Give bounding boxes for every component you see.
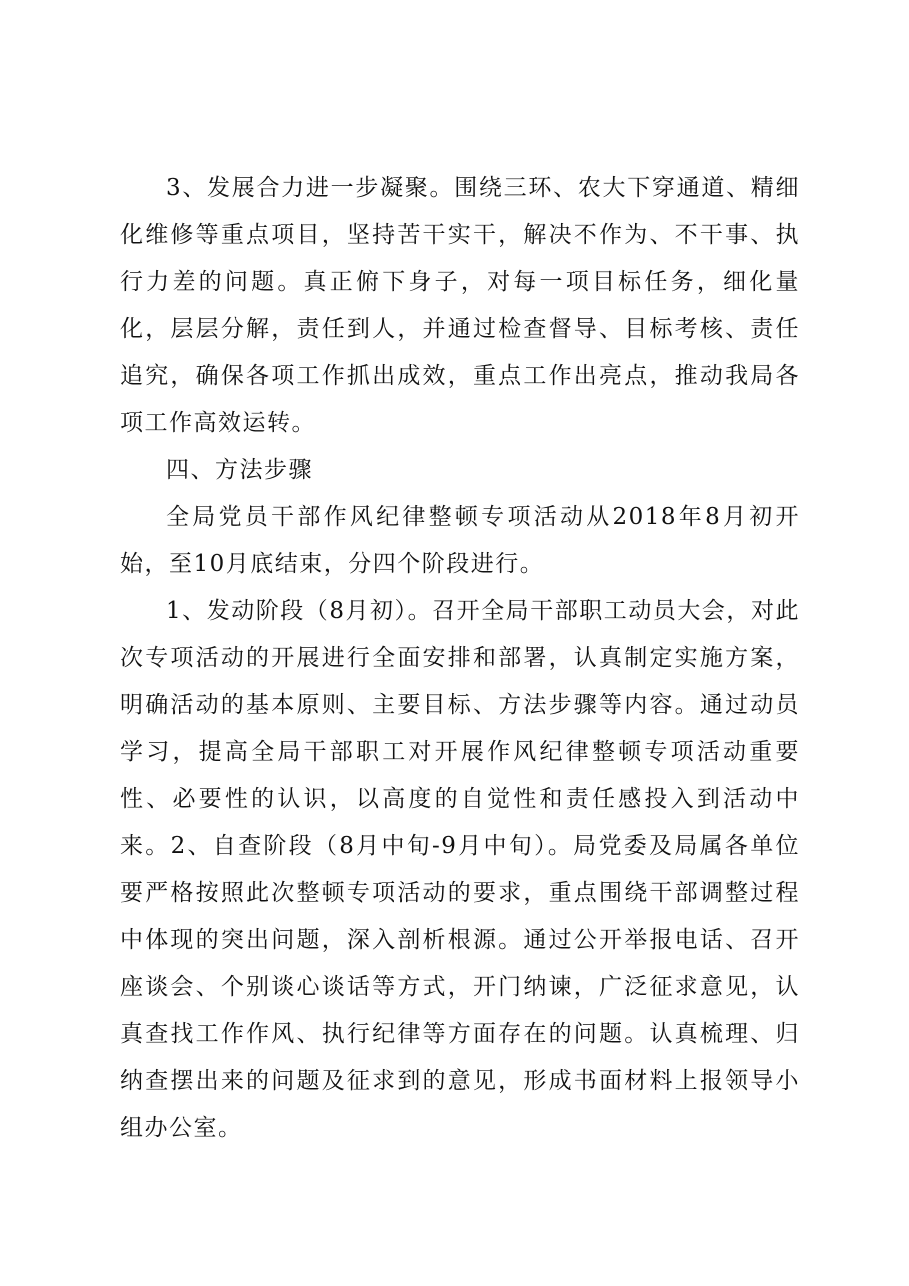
paragraph-activity-schedule: 全局党员干部作风纪律整顿专项活动从2018年8月初开始，至10月底结束，分四个阶段进行。	[120, 504, 800, 577]
paragraph-mobilization-and-self-check: 1、发动阶段（8月初）。召开全局干部职工动员大会，对此次专项活动的开展进行全面安排和部署，认真制定实施方案，明确活动的基本原则、主要目标、方法步骤等内容。通过动员学习，提高全局干部职工对开展作风纪律整顿专项活动重要性、必要性的认识，以高度的自觉性和责任感投入到活动中来。2、自查阶段（8月中旬-9月中旬）。局党委及局属各单位要严格按照此次整顿专项活动的要求，重点围绕干部调整过程中体现的突出问题，深入剖析根源。通过公开举报电话、召开座谈会、个别谈心谈话等方式，开门纳谏，广泛征求意见，认真查找工作作风、执行纪律等方面存在的问题。认真梳理、归纳查摆出来的问题及征求到的意见，形成书面材料上报领导小组办公室。	[120, 598, 800, 1141]
section-heading-methods-steps: 四、方法步骤	[166, 457, 313, 483]
paragraph-development-synergy: 3、发展合力进一步凝聚。围绕三环、农大下穿通道、精细化维修等重点项目，坚持苦干实干，解决不作为、不干事、执行力差的问题。真正俯下身子，对每一项目标任务，细化量化，层层分解，责任到人，并通过检查督导、目标考核、责任追究，确保各项工作抓出成效，重点工作出亮点，推动我局各项工作高效运转。	[120, 175, 800, 436]
document-body	[120, 165, 800, 1152]
